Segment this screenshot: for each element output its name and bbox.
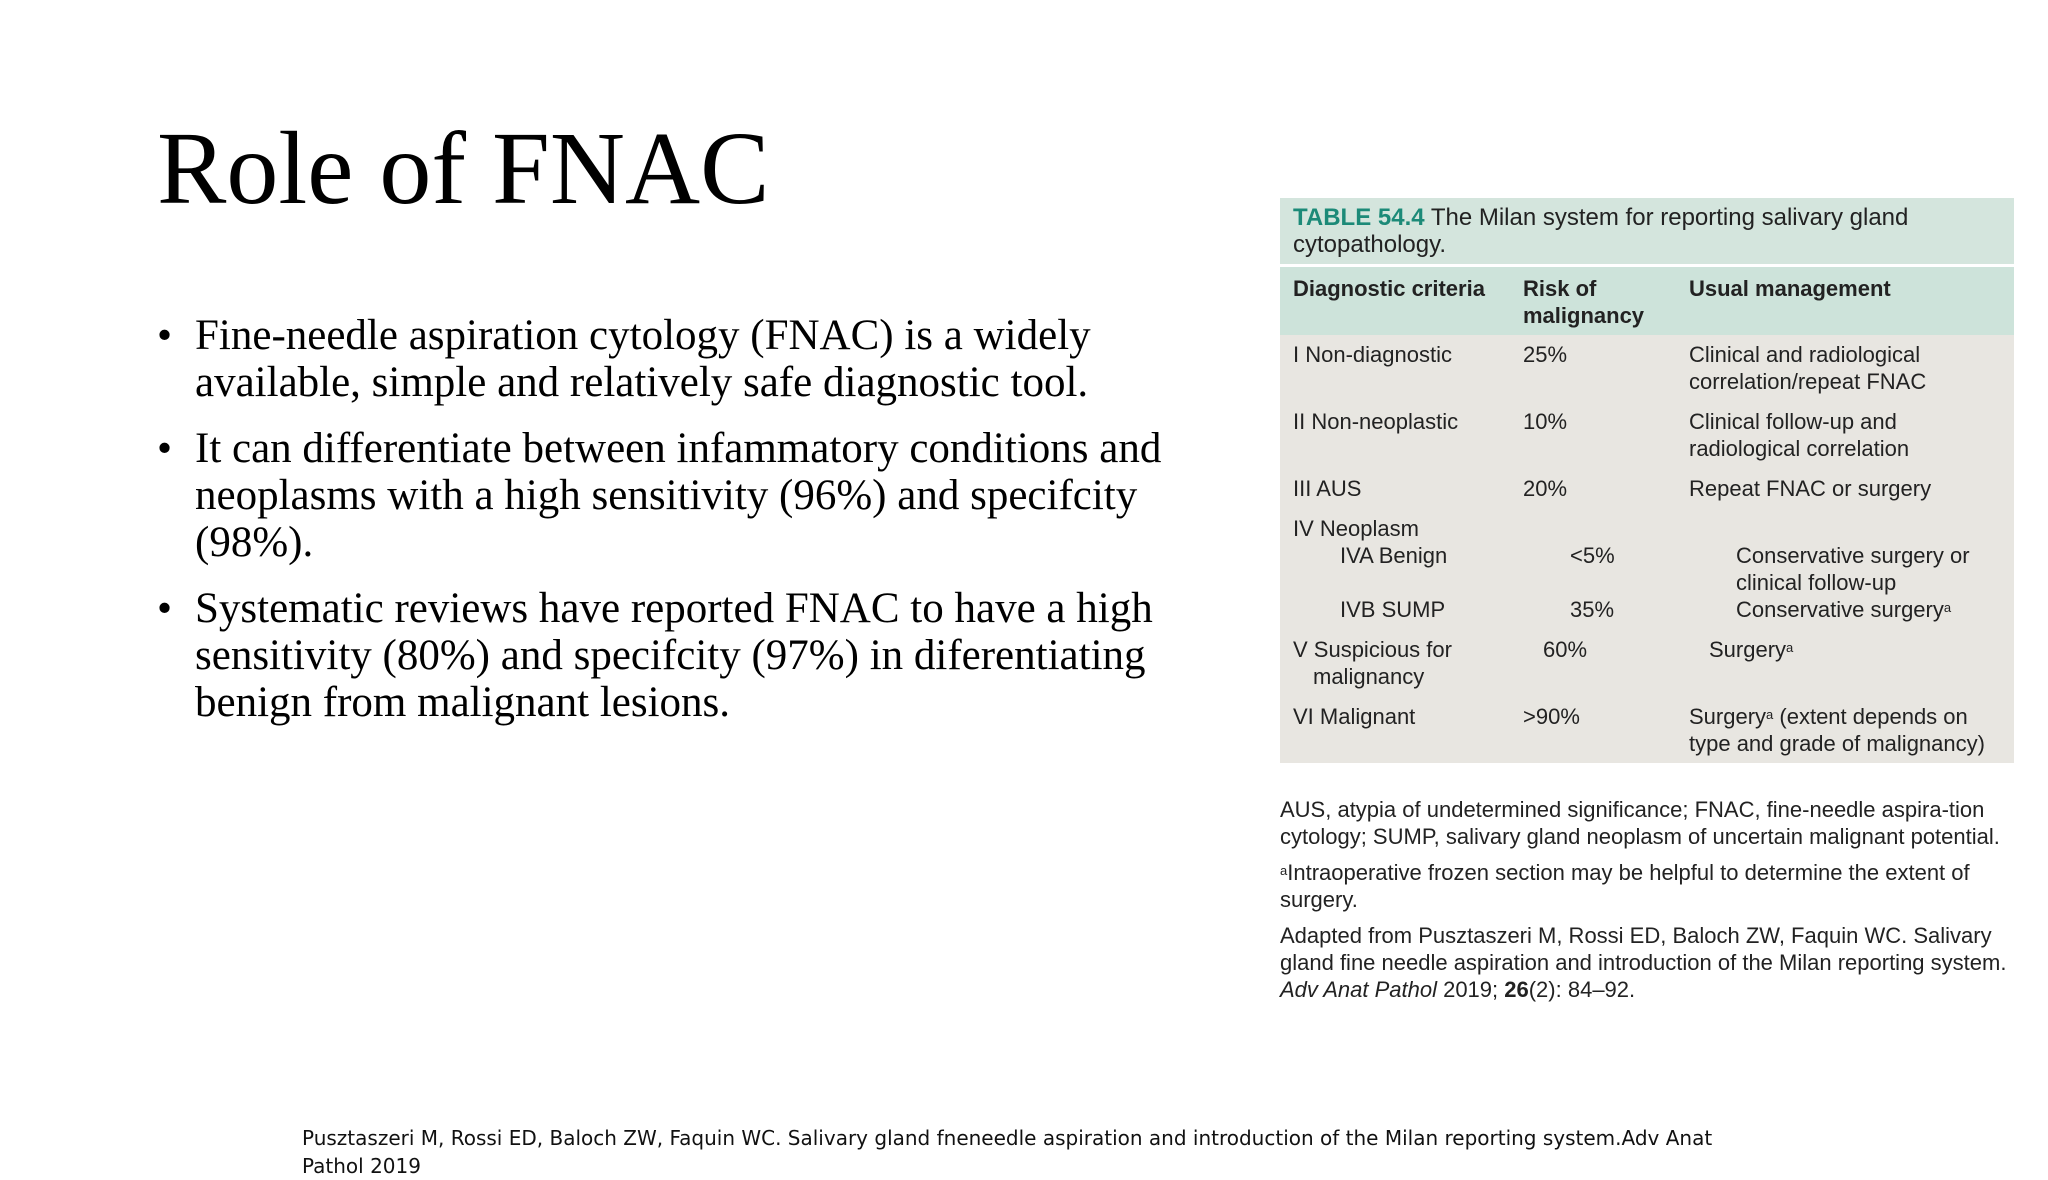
table-row xyxy=(1293,475,2002,502)
table-row xyxy=(1293,636,2002,690)
cell-management: Clinical follow-up and radiological correlation xyxy=(1689,409,1910,461)
management-text: Surgery xyxy=(1689,704,1767,729)
table-header-row xyxy=(1280,267,2014,335)
cell-criteria: I Non-diagnostic xyxy=(1293,342,1452,367)
table-row xyxy=(1293,515,2002,542)
cell-risk xyxy=(1523,515,1689,542)
citation-prefix: Adapted from Pusztaszeri M, Rossi ED, Baloch ZW, Faquin WC. Salivary gland fine needle aspiration and introduction of the Milan reporting system. xyxy=(1280,923,2007,975)
cell-management: Repeat FNAC or surgery xyxy=(1689,476,1932,501)
cell-criteria: IVB SUMP xyxy=(1340,597,1446,622)
citation-journal: Adv Anat Pathol xyxy=(1280,977,1437,1002)
slide-title: Role of FNAC xyxy=(157,111,770,226)
cell-criteria: II Non-neoplastic xyxy=(1293,409,1459,434)
bullet-item xyxy=(157,312,1197,406)
footnote-marker: a xyxy=(1280,863,1288,878)
bullet-dot: • xyxy=(157,585,173,632)
cell-management xyxy=(1736,596,2002,623)
bullet-item xyxy=(157,585,1197,726)
table-row xyxy=(1293,703,2002,757)
milan-system-table xyxy=(1280,198,2014,763)
cell-management: Clinical and radiological correlation/repeat FNAC xyxy=(1689,342,1927,394)
cell-management xyxy=(1709,636,2002,690)
management-text: Conservative surgery xyxy=(1736,597,1944,622)
footnote-marker: a xyxy=(1766,707,1774,722)
column-header-management: Usual management xyxy=(1689,276,1891,301)
abbreviations-note: AUS, atypia of undetermined significance; FNAC, fine-needle aspira-tion cytology; SUMP, salivary gland neoplasm of uncertain malignant potential. xyxy=(1280,797,2000,849)
citation-pages: (2): 84–92. xyxy=(1528,977,1636,1002)
bullet-text: Fine-needle aspiration cytology (FNAC) is a widely available, simple and relatively safe diagnostic tool. xyxy=(195,312,1091,406)
cell-risk: >90% xyxy=(1523,704,1580,729)
bullet-text: It can differentiate between infammatory conditions and neoplasms with a high sensitivity (96%) and specifcity (98%). xyxy=(195,425,1162,566)
footnote-text: Intraoperative frozen section may be helpful to determine the extent of surgery. xyxy=(1280,860,1970,912)
cell-risk: 20% xyxy=(1523,476,1568,501)
bullet-item xyxy=(157,425,1197,566)
table-number: TABLE 54.4 xyxy=(1293,204,1425,231)
cell-risk: <5% xyxy=(1570,543,1615,568)
cell-criteria: IV Neoplasm xyxy=(1293,516,1419,541)
management-text-rest: (extent depends on type and grade of malignancy) xyxy=(1689,704,1985,756)
cell-risk: 25% xyxy=(1523,342,1568,367)
table-body xyxy=(1280,335,2014,763)
citation-volume: 26 xyxy=(1504,977,1529,1002)
table-caption xyxy=(1280,198,2014,264)
bullet-list xyxy=(157,312,1197,745)
cell-criteria: V Suspicious for malignancy xyxy=(1293,637,1452,689)
bullet-text: Systematic reviews have reported FNAC to have a high sensitivity (80%) and specifcity (97%) in diferentiating benign from malignant lesions. xyxy=(195,585,1153,726)
table-row xyxy=(1293,408,2002,462)
table-row xyxy=(1293,542,2002,596)
bullet-dot: • xyxy=(157,312,173,359)
footnote xyxy=(1280,859,2020,913)
table-notes xyxy=(1280,796,2020,1012)
footnote-marker: a xyxy=(1943,600,1952,615)
cell-risk: 10% xyxy=(1523,409,1568,434)
citation-year: 2019; xyxy=(1436,977,1505,1002)
table-row xyxy=(1293,596,2002,623)
cell-management xyxy=(1689,515,2002,542)
cell-risk: 60% xyxy=(1543,637,1588,662)
bullet-dot: • xyxy=(157,425,173,472)
cell-management: Conservative surgery or clinical follow-up xyxy=(1736,543,1970,595)
cell-management xyxy=(1689,703,2002,757)
table-caption-text: The Milan system for reporting salivary gland cytopathology. xyxy=(1293,204,1909,258)
cell-criteria: VI Malignant xyxy=(1293,704,1416,729)
cell-criteria: III AUS xyxy=(1293,476,1362,501)
column-header-criteria: Diagnostic criteria xyxy=(1293,276,1485,301)
cell-criteria: IVA Benign xyxy=(1340,543,1448,568)
management-text: Surgery xyxy=(1709,637,1787,662)
footnote-marker: a xyxy=(1786,640,1794,655)
cell-risk: 35% xyxy=(1570,597,1615,622)
column-header-risk: Risk of malignancy xyxy=(1523,276,1645,328)
table-row xyxy=(1293,341,2002,395)
footer-reference: Pusztaszeri M, Rossi ED, Baloch ZW, Faquin WC. Salivary gland fneneedle aspiration and introduction of the Milan reporting system.Adv Anat Pathol 2019 xyxy=(302,1126,1713,1178)
source-citation xyxy=(1280,922,2020,1003)
